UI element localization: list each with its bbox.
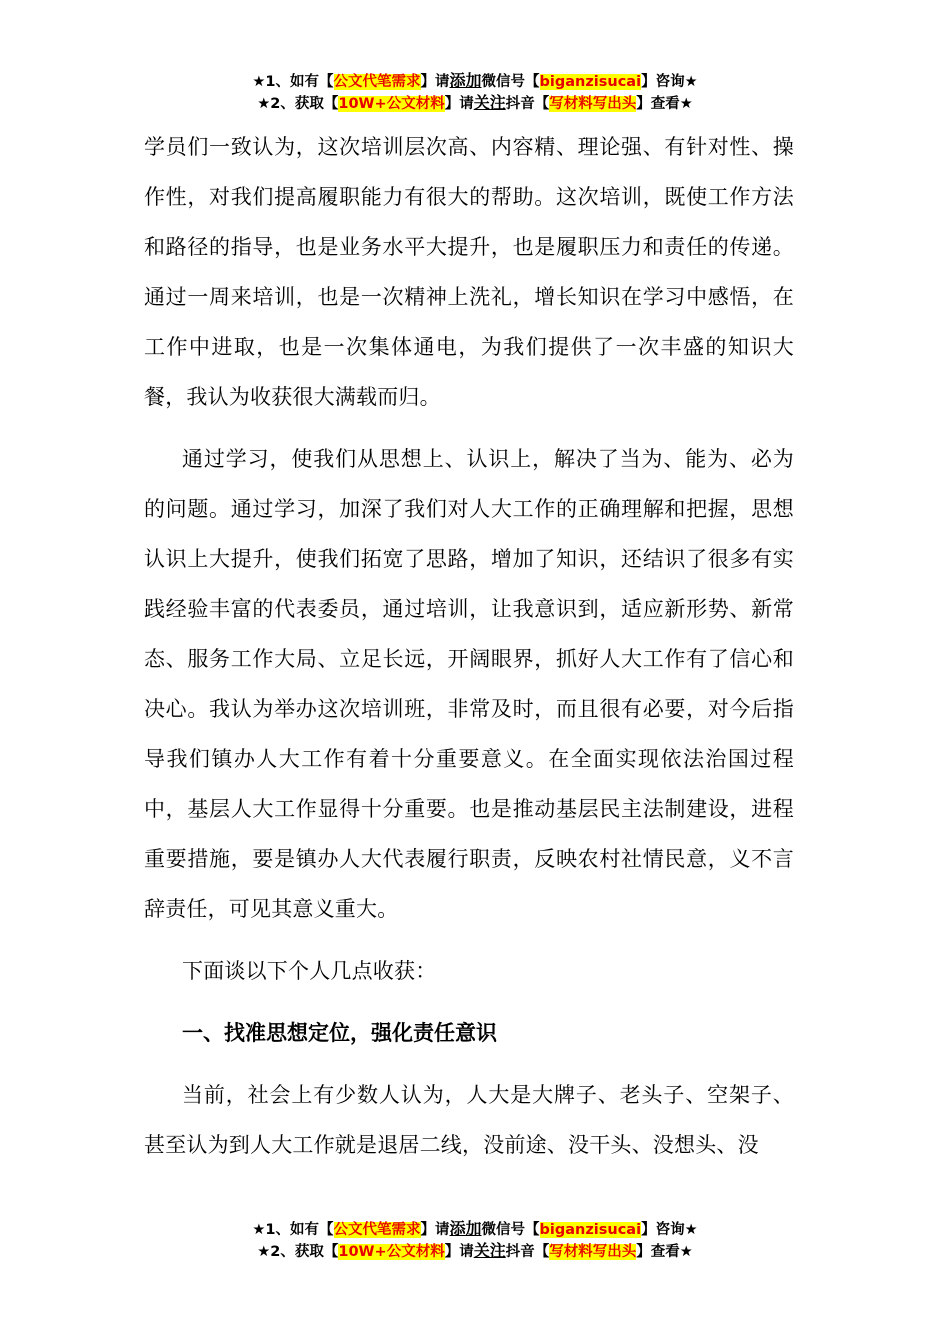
banner-emphasis: 添加 [449,1219,482,1238]
banner-text: 】请 [444,1244,474,1260]
document-body [144,122,794,1170]
banner-highlight: biganzisucai [539,1222,642,1238]
footer-banner-line-2 [0,1240,950,1262]
banner-highlight: 写材料写出头 [549,96,637,112]
paragraph-3: 下面谈以下个人几点收获： [182,959,437,983]
footer-banner-line-1 [0,1218,950,1240]
banner-highlight: 公文代笔需求 [333,74,421,90]
banner-text: 抖音【 [505,96,550,112]
banner-text: 】咨询★ [641,74,698,90]
header-banner [0,70,950,114]
banner-text: 微信号【 [481,74,540,90]
banner-text: 抖音【 [505,1244,550,1260]
footer-banner [0,1218,950,1262]
banner-text: ★1、如有【 [252,1222,334,1238]
banner-emphasis: 添加 [449,71,482,90]
header-banner-line-1 [0,70,950,92]
header-banner-line-2 [0,92,950,114]
paragraph-1: 学员们一致认为，这次培训层次高、内容精、理论强、有针对性、操作性，对我们提高履职能力有很大的帮助。这次培训，既使工作方法和路径的指导，也是业务水平大提升，也是履职压力和责任的传递。通过一周来培训，也是一次精神上洗礼，增长知识在学习中感悟，在工作中进取，也是一次集体通电，为我们提供了一次丰盛的知识大餐，我认为收获很大满载而归。 [144,135,794,409]
banner-text: 】查看★ [636,96,693,112]
banner-highlight: 写材料写出头 [549,1244,637,1260]
paragraph-4: 当前，社会上有少数人认为，人大是大牌子、老头子、空架子、甚至认为到人大工作就是退居二线，没前途、没干头、没想头、没 [144,1083,794,1157]
section-heading-1: 一、找准思想定位，强化责任意识 [182,1021,497,1045]
banner-highlight: biganzisucai [539,74,642,90]
banner-highlight: 公文代笔需求 [333,1222,421,1238]
banner-text: 微信号【 [481,1222,540,1238]
banner-text: 】请 [444,96,474,112]
banner-emphasis: 关注 [473,1241,506,1260]
banner-text: ★2、获取【 [257,96,339,112]
banner-text: ★2、获取【 [257,1244,339,1260]
banner-emphasis: 关注 [473,93,506,112]
banner-text: 】查看★ [636,1244,693,1260]
banner-highlight: 10W+公文材料 [338,1244,445,1260]
banner-highlight: 10W+公文材料 [338,96,445,112]
banner-text: ★1、如有【 [252,74,334,90]
paragraph-2: 通过学习，使我们从思想上、认识上，解决了当为、能为、必为的问题。通过学习，加深了我们对人大工作的正确理解和把握，思想认识上大提升，使我们拓宽了思路，增加了知识，还结识了很多有实践经验丰富的代表委员，通过培训，让我意识到，适应新形势、新常态、服务工作大局、立足长远，开阔眼界，抓好人大工作有了信心和决心。我认为举办这次培训班，非常及时，而且很有必要，对今后指导我们镇办人大工作有着十分重要意义。在全面实现依法治国过程中，基层人大工作显得十分重要。也是推动基层民主法制建设，进程重要措施，要是镇办人大代表履行职责，反映农村社情民意，义不言辞责任，可见其意义重大。 [144,447,794,921]
banner-text: 】请 [420,74,450,90]
banner-text: 】咨询★ [641,1222,698,1238]
banner-text: 】请 [420,1222,450,1238]
